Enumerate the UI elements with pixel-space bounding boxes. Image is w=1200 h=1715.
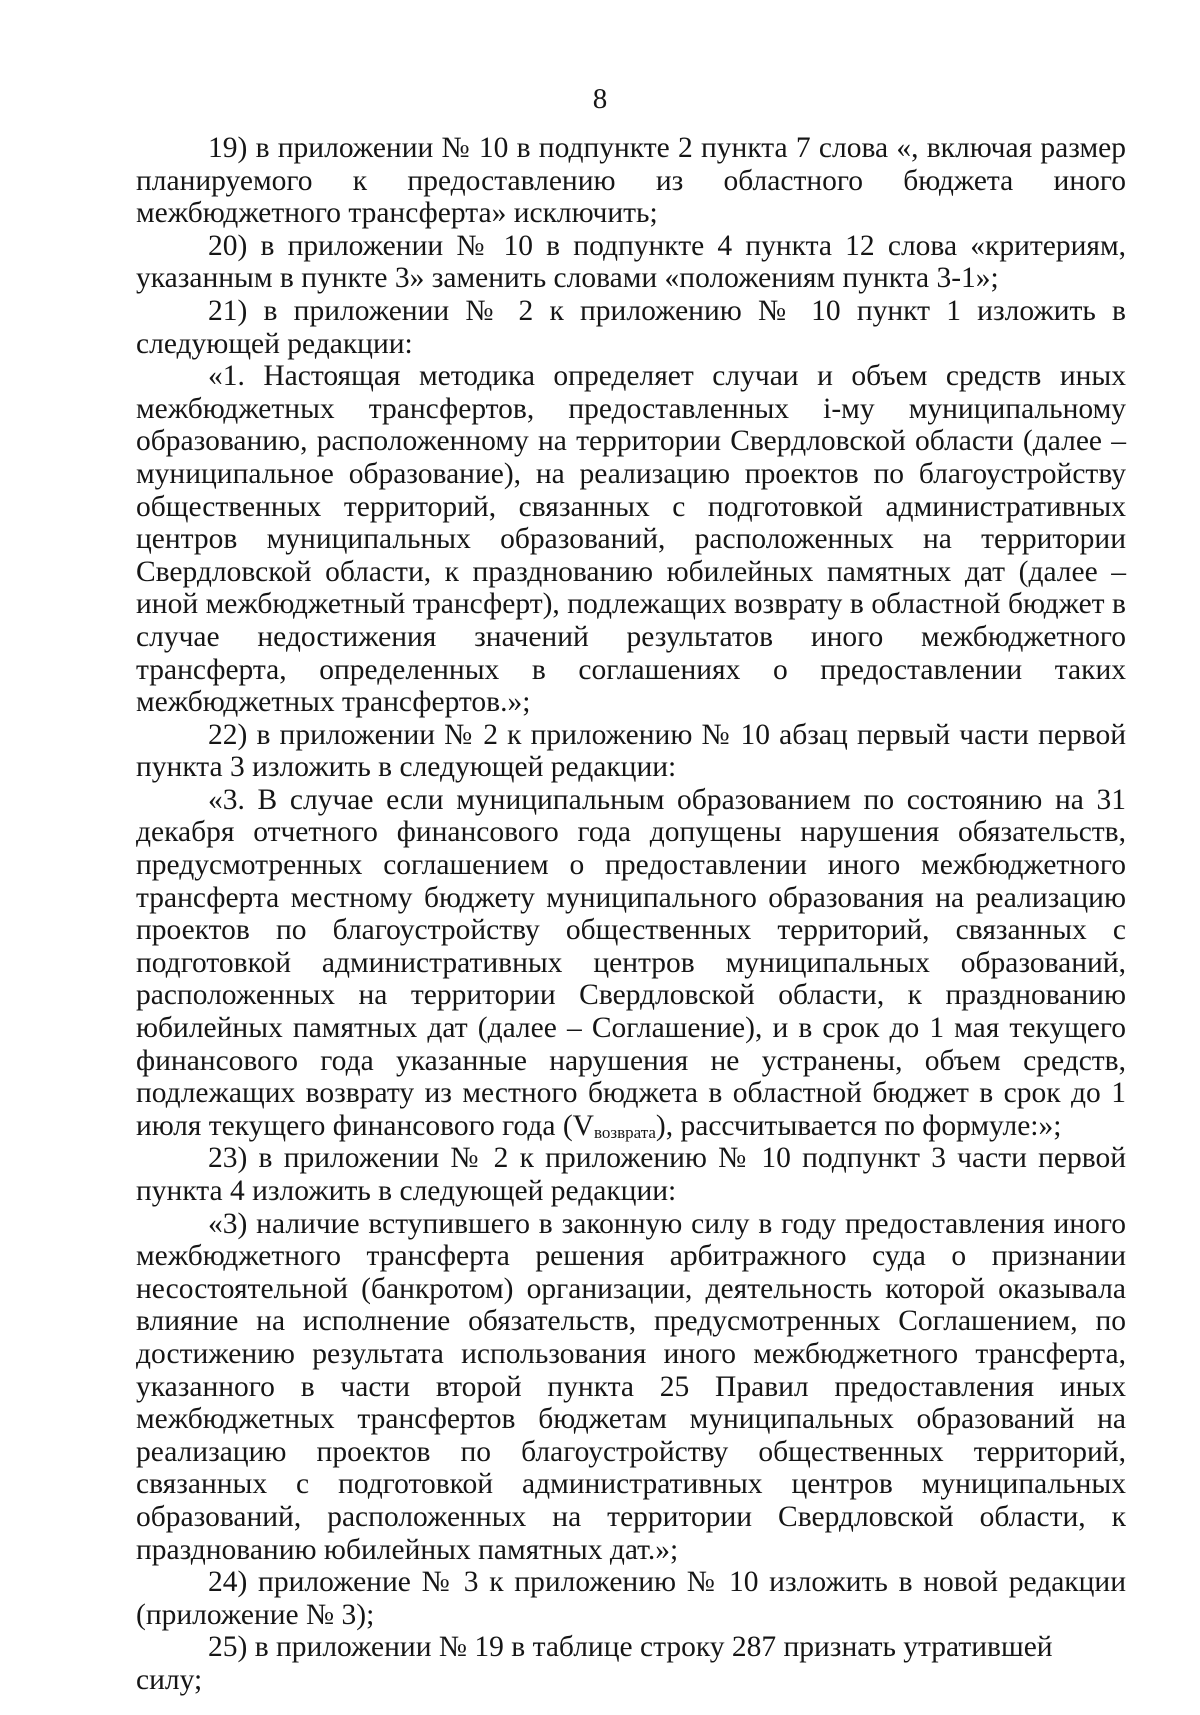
formula-subscript: возврата [593, 1122, 656, 1142]
paragraph-23: 23) в приложении № 2 к приложению № 10 подпункт 3 части первой пункта 4 изложить в следующей редакции: [136, 1142, 1126, 1207]
document-body [136, 132, 1126, 1697]
paragraph-22: 22) в приложении № 2 к приложению № 10 абзац первый части первой пункта 3 изложить в следующей редакции: [136, 718, 1126, 784]
quoted-clause-3 [136, 784, 1126, 1143]
paragraph-21: 21) в приложении № 2 к приложению № 10 пункт 1 изложить в следующей редакции: [136, 294, 1126, 360]
paragraph-19: 19) в приложении № 10 в подпункте 2 пункта 7 слова «, включая размер планируемого к предоставлению из областного бюджета иного межбюджетного трансферта» исключить; [136, 132, 1126, 230]
quoted-clause-3-text: «3. В случае если муниципальным образованием по состоянию на 31 декабря отчетного финансового года допущены нарушения обязательств, предусмотренных соглашением о предоставлении иного межбюджетного трансферта местному бюджету муниципального образования на реализацию проектов по благоустройству общественных территорий, связанных с подготовкой административных центров муниципальных образований, расположенных на территории Свердловской области, к празднованию юбилейных памятных дат (далее – Соглашение), и в срок до 1 мая текущего финансового года указанные нарушения не устранены, объем средств, подлежащих возврату из местного бюджета в областной бюджет в срок до 1 июля текущего финансового года (V [136, 783, 1126, 1142]
paragraph-24: 24) приложение № 3 к приложению № 10 изложить в новой редакции (приложение № 3); [136, 1566, 1126, 1631]
page-number: 8 [592, 83, 608, 115]
quoted-clause-3-tail: ), рассчитывается по формуле:»; [655, 1109, 1062, 1142]
paragraph-25: 25) в приложении № 19 в таблице строку 287 признать утратившей силу; [136, 1631, 1053, 1696]
quoted-subclause-3: «3) наличие вступившего в законную силу в году предоставления иного межбюджетного трансферта решения арбитражного суда о признании несостоятельной (банкротом) организации, деятельность которой оказывала влияние на исполнение обязательств, предусмотренных Соглашением, по достижению результата использования иного межбюджетного трансферта, указанного в части второй пункта 25 Правил предоставления иных межбюджетных трансфертов бюджетам муниципальных образований на реализацию проектов по благоустройству общественных территорий, связанных с подготовкой административных центров муниципальных образований, расположенных на территории Свердловской области, к празднованию юбилейных памятных дат.»; [136, 1207, 1126, 1566]
paragraph-20: 20) в приложении № 10 в подпункте 4 пункта 12 слова «критериям, указанным в пункте 3» заменить словами «положениям пункта 3-1»; [136, 229, 1126, 295]
quoted-clause-1: «1. Настоящая методика определяет случаи и объем средств иных межбюджетных трансфертов, предоставленных i-му муниципальному образованию, расположенному на территории Свердловской области (далее – муниципальное образование), на реализацию проектов по благоустройству общественных территорий, связанных с подготовкой административных центров муниципальных образований, расположенных на территории Свердловской области, к празднованию юбилейных памятных дат (далее – иной межбюджетный трансферт), подлежащих возврату в областной бюджет в случае недостижения значений результатов иного межбюджетного трансферта, определенных в соглашениях о предоставлении таких межбюджетных трансфертов.»; [136, 360, 1126, 719]
